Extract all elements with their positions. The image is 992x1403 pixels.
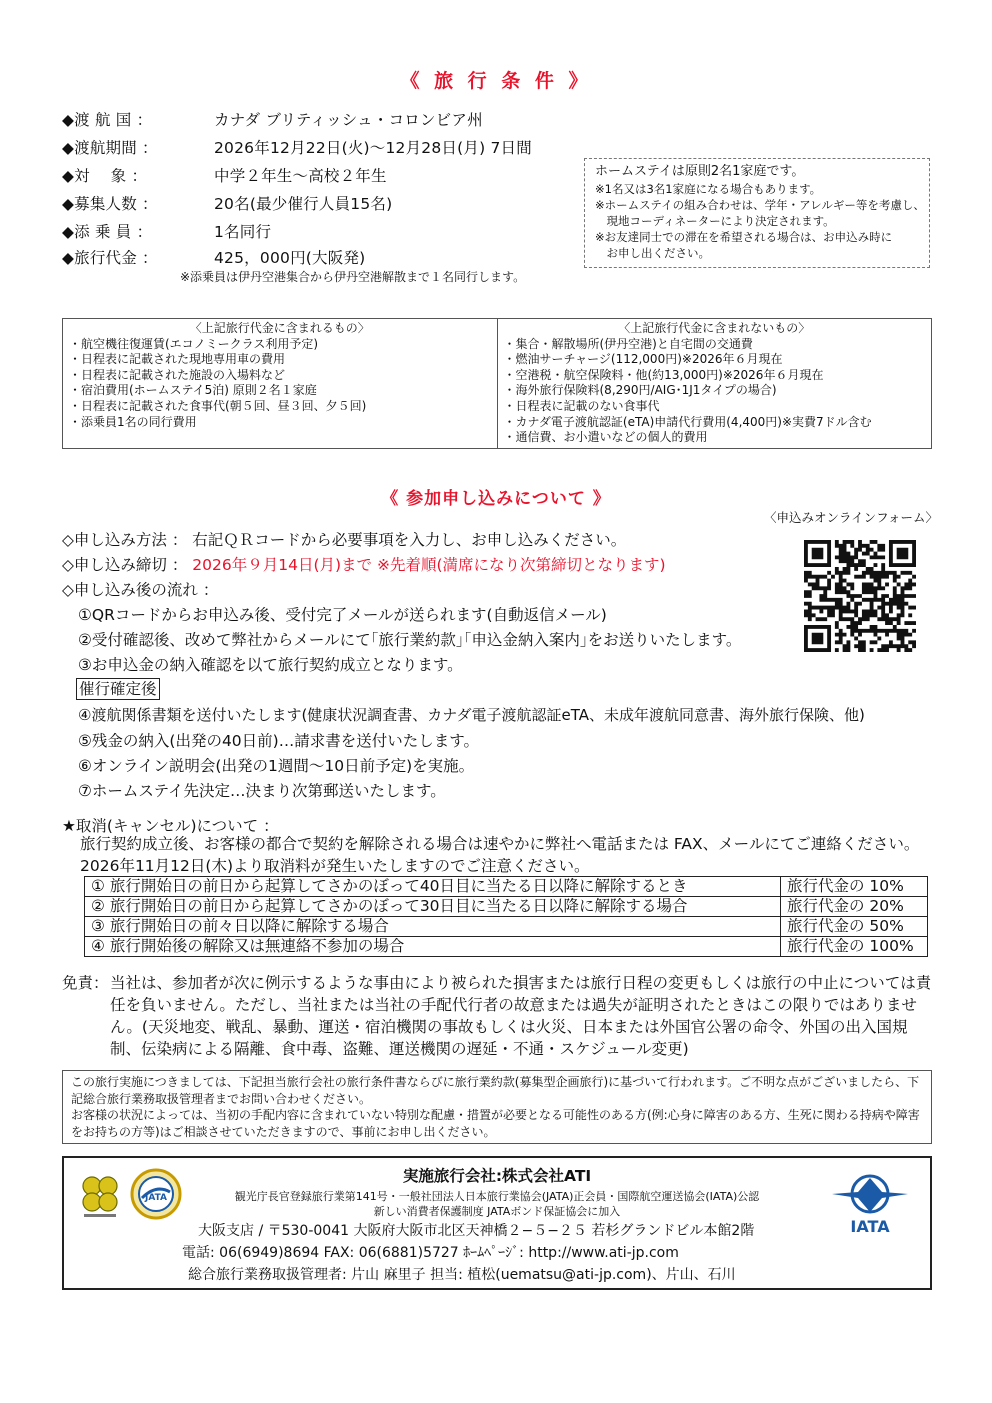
escort-note: ※添乗員は伊丹空港集合から伊丹空港解散まで１名同行します。 [180,270,526,284]
application-deadline: ◇申し込み締切 ： 2026年９月14日(月)まで ※先着順(満席になり次第締切となります) [62,556,666,574]
deadline-value: 2026年９月14日(月)まで ※先着順(満席になり次第締切となります) [192,556,666,574]
excluded-item: ・空港税・航空保険料・他(約13,000円)※2026年６月現在 [503,367,824,382]
jata-logo-icon [130,1168,182,1220]
notice-box [62,1070,932,1144]
info-row: ◆渡航期間 ： 2026年12月22日(火)～12月28日(月) 7日間 [62,139,532,157]
company-box [62,1156,932,1290]
excluded-item: ・海外旅行保険料(8,290円/AIG･1J1タイプの場合) [503,383,777,398]
info-row: ◆渡 航 国 ： カナダ ブリティッシュ・コロンビア州 [62,111,483,129]
included-item: ・航空機往復運賃(エコノミークラス利用予定) [69,336,319,351]
included-item: ・日程表に記載された施設の入場料など [69,367,286,382]
cancel-fee: 旅行代金の 20% [781,897,928,917]
application-flow-label: ◇申し込み後の流れ ： [62,581,219,599]
cancel-case: ③ 旅行開始日の前々日以降に解除する場合 [85,917,781,937]
iata-logo-icon [828,1172,912,1236]
company-registration: 観光庁長官登録旅行業第141号・一般社団法人日本旅行業協会(JATA)正会員・国際航空運送協会(IATA)公認 [234,1190,760,1203]
qr-modules [804,540,916,652]
flow-step: ⑤残金の納入(出発の40日前)…請求書を送付いたします。 [78,732,479,750]
company-branch: 大阪支店 / 〒530-0041 大阪府大阪市北区天神橋２−５−２５ 若杉グランドビル本館2階 [198,1223,755,1239]
company-bond: 新しい消費者保護制度 JATAボンド保証協会に加入 [373,1205,621,1218]
homestay-note: ※ホームステイの組み合わせは、学年・アレルギー等を考慮し、 [595,198,925,212]
disclaimer-label: 免責： [62,974,109,992]
homestay-note: ※お友達同士での滞在を希望される場合は、お申込み時に [595,230,893,244]
notice-paragraph: お客様の状況によっては、当初の手配内容に含まれていない特別な配慮・措置が必要となる可能性のある方(例:心身に障害のある方、生死に関わる持病や障害をお持ちの方等)はご相談させていただきますので、事前にお申し出ください。 [71,1108,920,1139]
cancellation-heading: ★取消(キャンセル)について ： [62,817,279,835]
cancellation-text: 旅行契約成立後、お客様の都合で契約を解除される場合は速やかに弊社へ電話または FAX、メールにてご連絡ください。2026年11月12日(木)より取消料が発生いたしますのでご注意ください。 [80,835,920,875]
info-row: ◆対 象 ： 中学２年生～高校２年生 [62,167,387,185]
cancel-case: ② 旅行開始日の前日から起算してさかのぼって30日目に当たる日以降に解除する場合 [85,897,781,917]
homestay-note: 現地コーディネーターにより決定されます。 [595,214,835,228]
info-row: ◆旅行代金 ： 425，000円(大阪発) [62,249,366,267]
excluded-item: ・日程表に記載のない食事代 [503,398,660,413]
excluded-item: ・通信費、お小遣いなどの個人的費用 [503,430,708,445]
company-manager: 総合旅行業務取扱管理者: 片山 麻里子 担当: 植松(uematsu@ati-jp.com)、片山、石川 [188,1267,736,1283]
excluded-cell [497,319,932,449]
included-item: ・宿泊費用(ホームステイ5泊) 原則２名１家庭 [69,383,317,398]
table-row [85,897,928,917]
included-item: ・添乗員1名の同行費用 [69,414,197,429]
info-row: ◆添 乗 員 ： 1名同行 [62,223,272,241]
flow-step: ①QRコードからお申込み後、受付完了メールが送られます(自動返信メール) [78,606,607,624]
qr-code-icon[interactable] [804,540,916,652]
excluded-item: ・燃油サーチャージ(112,000円)※2026年６月現在 [503,352,783,367]
cancel-fee: 旅行代金の 10% [781,877,928,897]
table-row [85,937,928,957]
flow-step: ③お申込金の納入確認を以て旅行契約成立となります。 [78,656,463,674]
inclusions-table [62,318,932,449]
confirmed-label: 催行確定後 [76,678,160,700]
cancellation-table [84,876,928,957]
disclaimer-text: 当社は、参加者が次に例示するような事由により被られた損害または旅行日程の変更もしくは旅行の中止については責任を負いません。ただし、当社または当社の手配代行者の故意または過失が証明されたときはこの限りではありません。(天災地変、戦乱、暴動、運送・宿泊機関の事故もしくは火災、日本または外国官公署の命令、外国の出入国規制、伝染病による隔離、食中毒、盗難、運送機関の遅延・不通・スケジュール変更) [110,974,932,1058]
notice-paragraph: この旅行実施につきましては、下記担当旅行会社の旅行条件書ならびに旅行業約款(募集型企画旅行)に基づいて行われます。ご不明な点がございましたら、下記総合旅行業務取扱管理者までお問い合わせください。 [71,1075,920,1106]
homestay-box [584,158,930,268]
included-header: 〈上記旅行代金に含まれるもの〉 [189,321,370,335]
flow-step: ④渡航関係書類を送付いたします(健康状況調査書、カナダ電子渡航認証eTA、未成年渡航同意書、海外旅行保険、他) [78,706,865,724]
application-method: ◇申し込み方法 ： 右記ＱＲコードから必要事項を入力し、お申し込みください。 [62,531,627,549]
association-logo-icon [80,1174,120,1218]
page-title: 《 旅 行 条 件 》 [400,70,592,92]
included-item: ・日程表に記載された現地専用車の費用 [69,352,286,367]
cancel-fee: 旅行代金の 50% [781,917,928,937]
homestay-note: ※1名又は3名1家庭になる場合もあります。 [595,182,822,196]
flow-step: ⑦ホームステイ先決定…決まり次第郵送いたします。 [78,782,446,800]
excluded-item: ・カナダ電子渡航認証(eTA)申請代行費用(4,400円)※実費7ドル含む [503,414,872,429]
homestay-note: お申し出ください。 [595,246,710,260]
iata-logo-text: IATA [850,1217,890,1236]
excluded-item: ・集合・解散場所(伊丹空港)と自宅間の交通費 [503,336,753,351]
application-title: 《 参加申し込みについて 》 [381,489,611,509]
included-item: ・日程表に記載された食事代(朝５回、昼３回、夕５回) [69,398,367,413]
excluded-header: 〈上記旅行代金に含まれないもの〉 [618,321,811,335]
company-name: 実施旅行会社:株式会社ATI [402,1167,592,1185]
jata-logo-text: JATA [144,1193,168,1203]
table-row [85,877,928,897]
company-phone: 電話: 06(6949)8694 FAX: 06(6881)5727 ﾎｰﾑﾍﾟｰｼﾞ: http://www.ati-jp.com [182,1245,679,1261]
info-row: ◆募集人数 ： 20名(最少催行人員15名) [62,195,393,213]
cancel-case: ① 旅行開始日の前日から起算してさかのぼって40日目に当たる日以降に解除するとき [85,877,781,897]
homestay-heading: ホームステイは原則2名1家庭です。 [595,164,805,179]
cancel-fee: 旅行代金の 100% [781,937,928,957]
qr-label: 〈申込みオンラインフォーム〉 [764,510,939,525]
cancel-case: ④ 旅行開始後の解除又は無連絡不参加の場合 [85,937,781,957]
included-cell [63,319,498,449]
table-row [85,917,928,937]
flow-step: ②受付確認後、改めて弊社からメールにて｢旅行業約款｣｢申込金納入案内｣をお送りいたします。 [78,631,742,649]
flow-step: ⑥オンライン説明会(出発の1週間～10日前予定)を実施。 [78,757,475,775]
